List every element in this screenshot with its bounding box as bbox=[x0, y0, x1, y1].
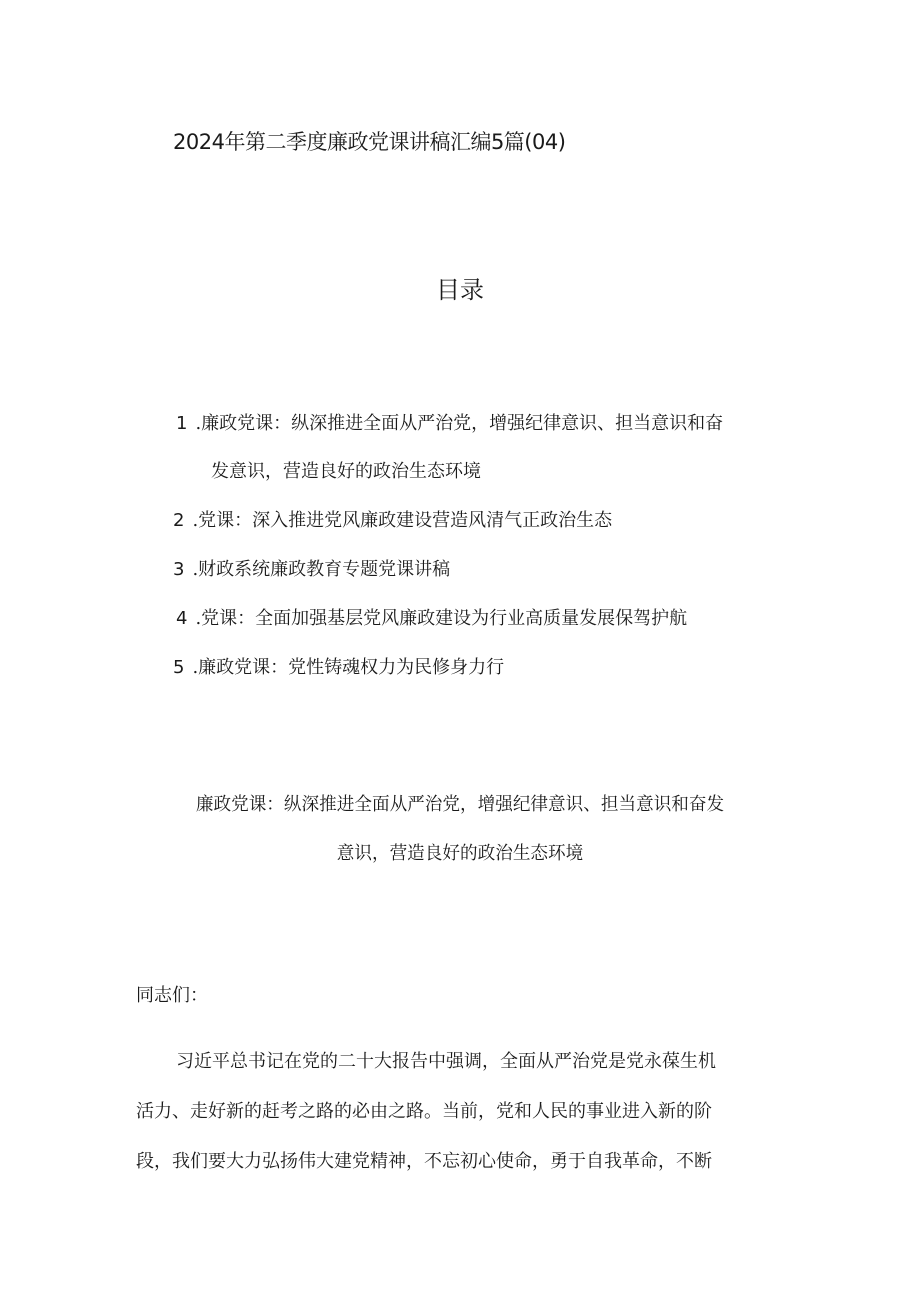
toc-item-text: .廉政党课：党性铸魂权力为民修身力行 bbox=[192, 657, 505, 678]
toc-heading: 目录 bbox=[436, 276, 484, 304]
toc-item-1[interactable] bbox=[176, 412, 723, 436]
paragraph-line: 习近平总书记在党的二十大报告中强调，全面从严治党是党永葆生机 bbox=[176, 1051, 716, 1072]
toc-item-number: 4 bbox=[176, 608, 188, 629]
toc-item-number: 2 bbox=[173, 510, 185, 531]
toc-item-5[interactable] bbox=[173, 656, 504, 680]
toc-item-text: .党课：深入推进党风廉政建设营造风清气正政治生态 bbox=[192, 510, 613, 531]
toc-item-number: 1 bbox=[176, 413, 188, 434]
toc-item-1-continuation[interactable] bbox=[211, 460, 481, 484]
toc-item-number: 3 bbox=[173, 559, 185, 580]
toc-item-4[interactable] bbox=[176, 607, 687, 631]
toc-item-2[interactable] bbox=[173, 509, 612, 533]
toc-item-number: 5 bbox=[173, 657, 185, 678]
toc-item-text: 发意识，营造良好的政治生态环境 bbox=[211, 461, 481, 482]
toc-item-3[interactable] bbox=[173, 558, 450, 582]
paragraph-line: 活力、走好新的赶考之路的必由之路。当前，党和人民的事业进入新的阶 bbox=[136, 1101, 712, 1122]
toc-item-text: .财政系统廉政教育专题党课讲稿 bbox=[192, 559, 451, 580]
section-heading-line-2: 意识，营造良好的政治生态环境 bbox=[336, 843, 584, 864]
section-heading-line-1: 廉政党课：纵深推进全面从严治党，增强纪律意识、担当意识和奋发 bbox=[195, 794, 725, 815]
document-title: 2024年第二季度廉政党课讲稿汇编5篇(04) bbox=[173, 130, 566, 154]
toc-item-text: .廉政党课：纵深推进全面从严治党，增强纪律意识、担当意识和奋 bbox=[195, 413, 724, 434]
salutation: 同志们： bbox=[136, 985, 208, 1006]
toc-item-text: .党课：全面加强基层党风廉政建设为行业高质量发展保驾护航 bbox=[195, 608, 688, 629]
paragraph-line: 段，我们要大力弘扬伟大建党精神，不忘初心使命，勇于自我革命，不断 bbox=[136, 1151, 712, 1172]
